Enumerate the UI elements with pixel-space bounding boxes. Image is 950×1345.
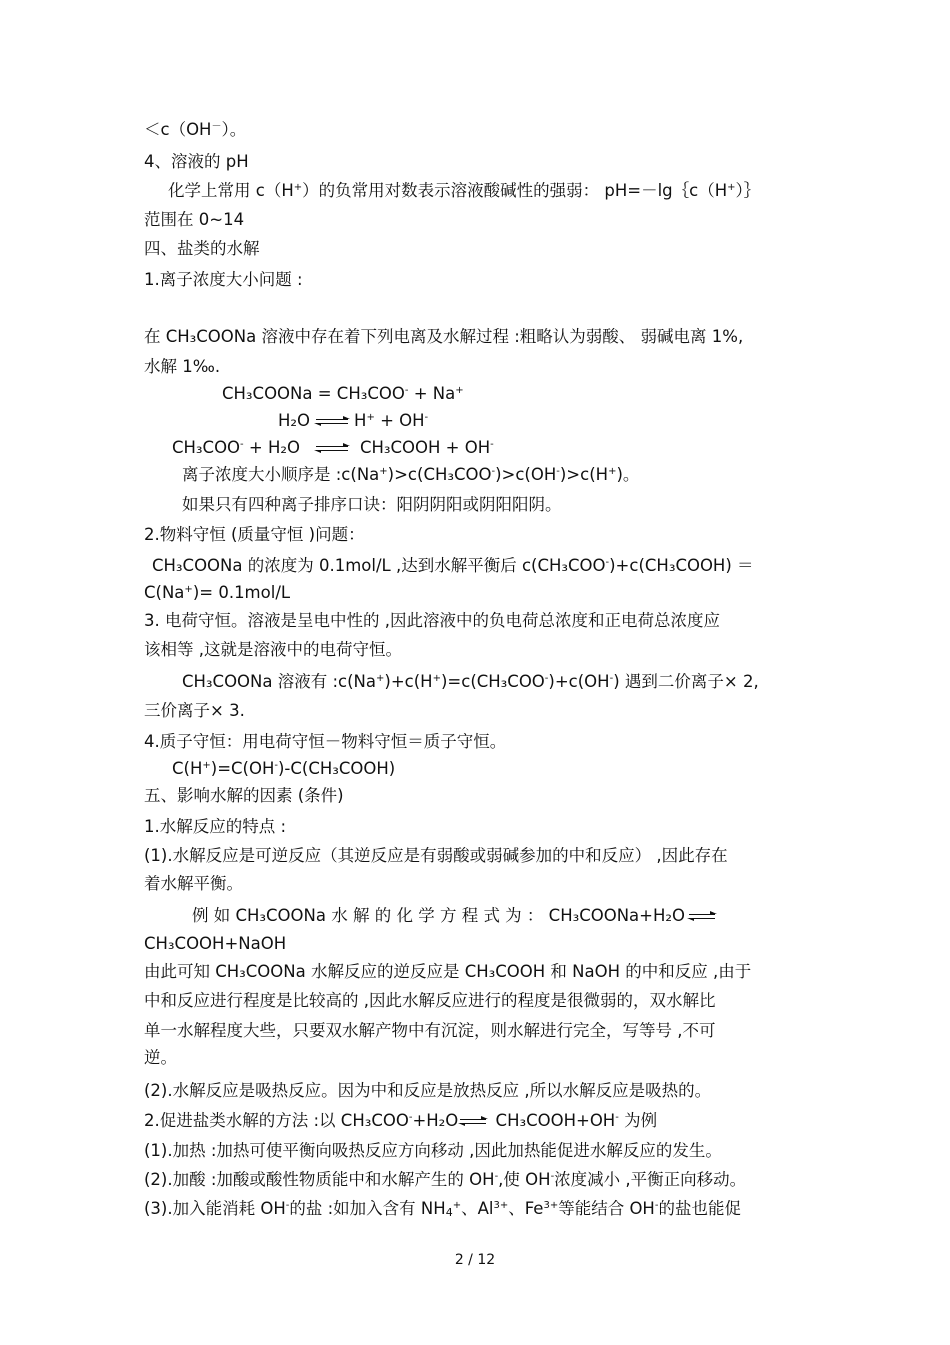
text-segment: 单一水解程度大些，只要双水解产物中有沉淀，则水解进行完全，写等号 ,不可 bbox=[144, 1021, 716, 1040]
superscript: + bbox=[379, 466, 388, 477]
superscript: - bbox=[490, 439, 494, 450]
text-segment: (3).加入能消耗 OH bbox=[144, 1199, 286, 1218]
text-segment: CH₃COO bbox=[172, 438, 241, 457]
superscript: + bbox=[727, 182, 736, 193]
text-line bbox=[144, 209, 244, 231]
text-segment: (2).加酸 :加酸或酸性物质能中和水解产生的 OH bbox=[144, 1170, 495, 1189]
text-line bbox=[144, 845, 728, 867]
equation bbox=[222, 383, 464, 405]
superscript: - bbox=[550, 1171, 555, 1182]
equation bbox=[172, 758, 395, 780]
superscript: - bbox=[408, 1112, 413, 1123]
text-segment: + H₂O bbox=[243, 438, 300, 457]
text-segment: 中和反应进行程度是比较高的 ,因此水解反应进行的程度是很微弱的，双水解比 bbox=[144, 991, 716, 1010]
text-segment: )=C(OH bbox=[210, 759, 275, 778]
page-number: 2 / 12 bbox=[454, 1252, 496, 1268]
superscript: - bbox=[285, 1200, 290, 1211]
equilibrium-arrow-icon bbox=[687, 912, 717, 922]
text-segment: )>c(OH bbox=[495, 465, 557, 484]
text-line bbox=[144, 873, 243, 895]
text-segment: )>c(H bbox=[559, 465, 609, 484]
text-segment: CH₃COOH+NaOH bbox=[144, 934, 287, 953]
text-segment: )-C(CH₃COOH) bbox=[278, 759, 396, 778]
text-segment: 着水解平衡。 bbox=[144, 874, 243, 893]
text-segment: + Na bbox=[408, 384, 456, 403]
superscript: - bbox=[654, 1200, 659, 1211]
text-segment: )=c(CH₃COO bbox=[440, 672, 545, 691]
text-segment: CH₃COOH + OH bbox=[359, 438, 491, 457]
text-line bbox=[144, 1047, 177, 1069]
text-segment: ）｝ bbox=[735, 181, 761, 200]
superscript: + bbox=[376, 673, 385, 684]
text-segment: )+c(OH bbox=[548, 672, 610, 691]
text-segment: 2.物料守恒 (质量守恒 )问题： bbox=[144, 525, 365, 544]
text-line bbox=[144, 1080, 711, 1102]
text-line bbox=[144, 326, 743, 348]
section-heading bbox=[144, 238, 260, 260]
text-line bbox=[144, 582, 290, 604]
text-segment: +H₂O bbox=[412, 1111, 459, 1130]
superscript: - bbox=[544, 673, 549, 684]
text-segment: ,使 OH bbox=[498, 1170, 551, 1189]
superscript: 3+ bbox=[493, 1200, 509, 1211]
equation bbox=[278, 410, 428, 432]
text-segment: 离子浓度大小顺序是 :c(Na bbox=[182, 465, 380, 484]
superscript: + bbox=[455, 385, 464, 396]
text-line bbox=[144, 1020, 716, 1042]
text-line bbox=[144, 700, 245, 722]
text-line bbox=[182, 464, 639, 486]
text-segment: )。 bbox=[616, 465, 640, 484]
text-segment: (1).加热 :加热可使平衡向吸热反应方向移动 ,因此加热能促进水解反应的发生。 bbox=[144, 1141, 722, 1160]
subsection-heading bbox=[144, 731, 506, 753]
text-segment: (2).水解反应是吸热反应。因为中和反应是放热反应 ,所以水解反应是吸热的。 bbox=[144, 1081, 712, 1100]
text-segment: 1.离子浓度大小问题 : bbox=[144, 270, 303, 289]
text-line bbox=[144, 639, 402, 661]
superscript: - bbox=[605, 557, 610, 568]
text-segment: H₂O bbox=[278, 411, 311, 430]
text-line bbox=[144, 119, 246, 141]
superscript: + bbox=[293, 182, 303, 193]
text-line bbox=[144, 356, 220, 378]
text-segment: H bbox=[354, 411, 367, 430]
superscript: － bbox=[211, 121, 222, 132]
section-heading bbox=[144, 785, 344, 807]
text-segment: 为例 bbox=[618, 1111, 658, 1130]
superscript: + bbox=[184, 584, 193, 595]
text-line bbox=[182, 671, 759, 693]
text-segment: ＜c（OH bbox=[144, 120, 212, 139]
text-line bbox=[168, 180, 760, 202]
text-segment: 1.水解反应的特点 : bbox=[144, 817, 287, 836]
text-line bbox=[144, 1198, 741, 1220]
superscript: 3+ bbox=[543, 1200, 559, 1211]
text-segment: CH₃COONa 的浓度为 0.1mol/L ,达到水解平衡后 c(CH₃COO bbox=[152, 556, 606, 575]
subsection-heading bbox=[144, 816, 286, 838]
text-segment: 三价离子× 3. bbox=[144, 701, 245, 720]
superscript: - bbox=[404, 385, 409, 396]
text-segment: CH₃COOH+OH bbox=[490, 1111, 616, 1130]
text-line bbox=[182, 494, 562, 516]
text-line bbox=[152, 555, 754, 577]
superscript: - bbox=[609, 673, 614, 684]
text-segment: (1).水解反应是可逆反应（其逆反应是有弱酸或弱碱参加的中和反应） ,因此存在 bbox=[144, 846, 728, 865]
equilibrium-arrow-icon bbox=[458, 1117, 488, 1127]
subsection-heading bbox=[144, 610, 720, 632]
text-segment: 例 如 CH₃COONa 水 解 的 化 学 方 程 式 为 ： CH₃COONa+H₂O bbox=[192, 906, 686, 925]
text-segment: C(Na bbox=[144, 583, 185, 602]
text-segment: CH₃COONa 溶液有 :c(Na bbox=[182, 672, 377, 691]
subscript: 4 bbox=[445, 1206, 453, 1219]
text-segment: 等能结合 OH bbox=[558, 1199, 655, 1218]
superscript: - bbox=[615, 1112, 619, 1123]
text-line bbox=[144, 1140, 722, 1162]
superscript: - bbox=[556, 466, 560, 477]
superscript: + bbox=[452, 1200, 462, 1211]
superscript: - bbox=[494, 1171, 499, 1182]
text-segment: 如果只有四种离子排序口诀：阳阴阴阳或阴阳阳阴。 bbox=[182, 495, 562, 514]
subsection-heading bbox=[144, 1110, 657, 1132]
text-segment: CH₃COONa = CH₃COO bbox=[222, 384, 405, 403]
superscript: + bbox=[366, 412, 375, 423]
equilibrium-arrow-icon bbox=[314, 444, 350, 454]
text-segment: 、Al bbox=[461, 1199, 494, 1218]
subsection-heading bbox=[144, 524, 365, 546]
text-segment: 的盐也能促 bbox=[658, 1199, 741, 1218]
text-segment: )= 0.1mol/L bbox=[192, 583, 291, 602]
text-segment: 五、影响水解的因素 (条件) bbox=[144, 786, 344, 805]
text-segment: 范围在 0~14 bbox=[144, 210, 245, 229]
text-segment: 、Fe bbox=[508, 1199, 544, 1218]
text-segment: ) 遇到二价离子× 2, bbox=[613, 672, 759, 691]
text-segment: 由此可知 CH₃COONa 水解反应的逆反应是 CH₃COOH 和 NaOH 的中和反应 ,由于 bbox=[144, 962, 752, 981]
superscript: + bbox=[432, 673, 441, 684]
text-line bbox=[144, 990, 716, 1012]
text-segment: 该相等 ,这就是溶液中的电荷守恒。 bbox=[144, 640, 402, 659]
text-segment: 2.促进盐类水解的方法 :以 CH₃COO bbox=[144, 1111, 409, 1130]
text-segment: 逆。 bbox=[144, 1048, 177, 1067]
text-segment: 的盐 :如加入含有 NH bbox=[289, 1199, 446, 1218]
superscript: + bbox=[202, 760, 211, 771]
equation bbox=[144, 933, 286, 955]
section-heading bbox=[144, 151, 249, 173]
text-line bbox=[144, 1169, 746, 1191]
superscript: - bbox=[274, 760, 278, 771]
text-segment: ）的负常用对数表示溶液酸碱性的强弱： pH=－lg｛c（H bbox=[302, 181, 728, 200]
text-segment: ）。 bbox=[221, 120, 247, 139]
equation bbox=[172, 437, 494, 459]
superscript: - bbox=[240, 439, 244, 450]
superscript: + bbox=[608, 466, 617, 477]
equation bbox=[192, 905, 717, 927]
text-segment: 4.质子守恒：用电荷守恒－物料守恒＝质子守恒。 bbox=[144, 732, 507, 751]
text-segment: 四、盐类的水解 bbox=[144, 239, 260, 258]
text-segment: )+c(H bbox=[384, 672, 433, 691]
text-segment: + OH bbox=[374, 411, 425, 430]
text-segment: 化学上常用 c（H bbox=[168, 181, 294, 200]
text-segment: )>c(CH₃COO bbox=[387, 465, 492, 484]
text-segment: 在 CH₃COONa 溶液中存在着下列电离及水解过程 :粗略认为弱酸、 弱碱电离 1%, bbox=[144, 327, 744, 346]
text-segment: )+c(CH₃COOH) ＝ bbox=[609, 556, 754, 575]
text-line bbox=[144, 961, 751, 983]
text-segment: 浓度减小 ,平衡正向移动。 bbox=[554, 1170, 747, 1189]
subsection-heading bbox=[144, 269, 303, 291]
equilibrium-arrow-icon bbox=[314, 417, 350, 427]
text-segment: 水解 1‰. bbox=[144, 357, 221, 376]
text-segment: 3. 电荷守恒。溶液是呈电中性的 ,因此溶液中的负电荷总浓度和正电荷总浓度应 bbox=[144, 611, 720, 630]
superscript: - bbox=[491, 466, 496, 477]
text-segment: 4、溶液的 pH bbox=[144, 152, 249, 171]
text-segment: C(H bbox=[172, 759, 203, 778]
superscript: - bbox=[424, 412, 429, 423]
